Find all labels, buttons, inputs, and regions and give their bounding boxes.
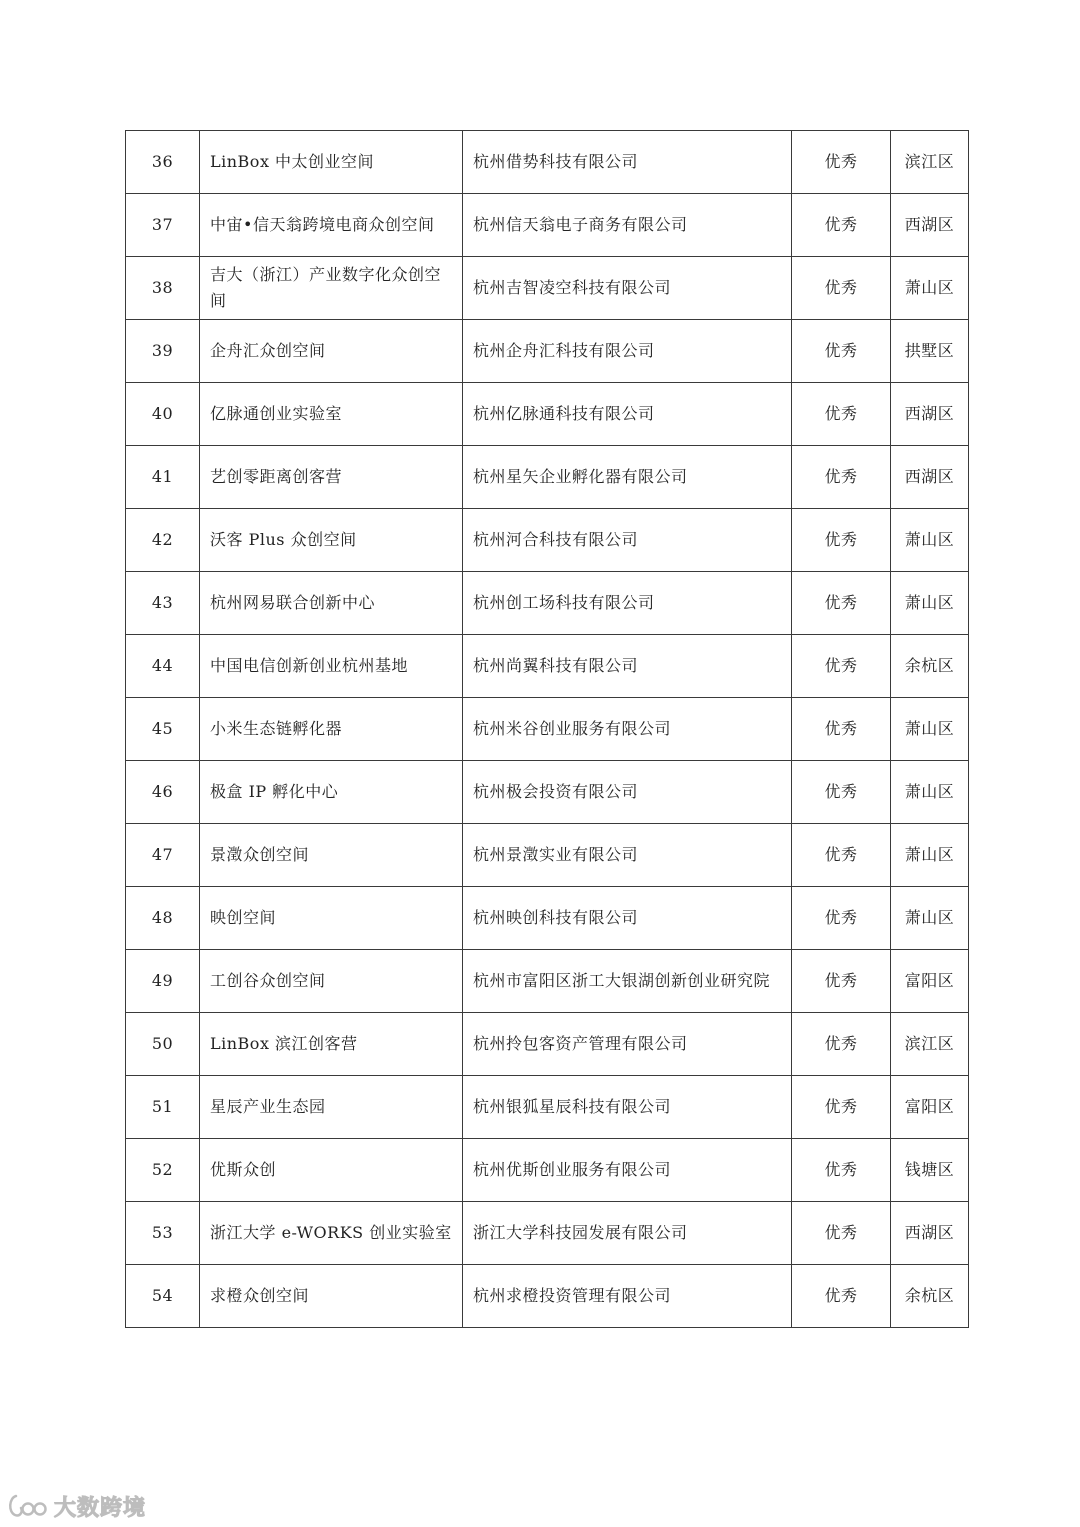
district-cell: 萧山区 — [891, 824, 969, 887]
grade-cell: 优秀 — [792, 1265, 891, 1328]
operator-cell: 杭州尚翼科技有限公司 — [463, 635, 792, 698]
table-row — [126, 1202, 969, 1265]
watermark-text: 大数跨境 — [54, 1495, 147, 1521]
district-cell: 钱塘区 — [891, 1139, 969, 1202]
row-number-cell: 51 — [126, 1076, 200, 1139]
space-name-cell: LinBox 滨江创客营 — [200, 1013, 463, 1076]
watermark-logo-icon — [6, 1492, 50, 1520]
grade-cell: 优秀 — [792, 1013, 891, 1076]
space-name-cell: 杭州网易联合创新中心 — [200, 572, 463, 635]
table-row — [126, 761, 969, 824]
grade-cell: 优秀 — [792, 1139, 891, 1202]
row-number-cell: 42 — [126, 509, 200, 572]
grade-cell: 优秀 — [792, 572, 891, 635]
district-cell: 萧山区 — [891, 887, 969, 950]
district-cell: 西湖区 — [891, 1202, 969, 1265]
space-name-cell: 亿脉通创业实验室 — [200, 383, 463, 446]
row-number-cell: 41 — [126, 446, 200, 509]
grade-cell: 优秀 — [792, 131, 891, 194]
operator-cell: 杭州优斯创业服务有限公司 — [463, 1139, 792, 1202]
grade-cell: 优秀 — [792, 320, 891, 383]
operator-cell: 杭州星矢企业孵化器有限公司 — [463, 446, 792, 509]
district-cell: 萧山区 — [891, 257, 969, 320]
district-cell: 富阳区 — [891, 1076, 969, 1139]
district-cell: 西湖区 — [891, 194, 969, 257]
row-number-cell: 54 — [126, 1265, 200, 1328]
watermark — [6, 1491, 146, 1521]
grade-cell: 优秀 — [792, 950, 891, 1013]
table-row — [126, 194, 969, 257]
table-body — [126, 131, 969, 1328]
row-number-cell: 46 — [126, 761, 200, 824]
grade-cell: 优秀 — [792, 1076, 891, 1139]
row-number-cell: 40 — [126, 383, 200, 446]
operator-cell: 杭州河合科技有限公司 — [463, 509, 792, 572]
district-cell: 拱墅区 — [891, 320, 969, 383]
district-cell: 富阳区 — [891, 950, 969, 1013]
table-row — [126, 257, 969, 320]
table-row — [126, 509, 969, 572]
operator-cell: 杭州求橙投资管理有限公司 — [463, 1265, 792, 1328]
space-name-cell: 沃客 Plus 众创空间 — [200, 509, 463, 572]
operator-cell: 浙江大学科技园发展有限公司 — [463, 1202, 792, 1265]
grade-cell: 优秀 — [792, 824, 891, 887]
table-row — [126, 131, 969, 194]
space-name-cell: 映创空间 — [200, 887, 463, 950]
grade-cell: 优秀 — [792, 635, 891, 698]
district-cell: 余杭区 — [891, 635, 969, 698]
table-row — [126, 1013, 969, 1076]
space-name-cell: 景澂众创空间 — [200, 824, 463, 887]
grade-cell: 优秀 — [792, 446, 891, 509]
district-cell: 萧山区 — [891, 761, 969, 824]
table-row — [126, 1139, 969, 1202]
table-row — [126, 698, 969, 761]
operator-cell: 杭州极会投资有限公司 — [463, 761, 792, 824]
operator-cell: 杭州企舟汇科技有限公司 — [463, 320, 792, 383]
row-number-cell: 37 — [126, 194, 200, 257]
row-number-cell: 36 — [126, 131, 200, 194]
space-name-cell: 浙江大学 e-WORKS 创业实验室 — [200, 1202, 463, 1265]
operator-cell: 杭州信天翁电子商务有限公司 — [463, 194, 792, 257]
district-cell: 西湖区 — [891, 383, 969, 446]
district-cell: 萧山区 — [891, 698, 969, 761]
operator-cell: 杭州映创科技有限公司 — [463, 887, 792, 950]
operator-cell: 杭州拎包客资产管理有限公司 — [463, 1013, 792, 1076]
space-name-cell: LinBox 中太创业空间 — [200, 131, 463, 194]
space-name-cell: 工创谷众创空间 — [200, 950, 463, 1013]
incubator-evaluation-table — [125, 130, 969, 1328]
operator-cell: 杭州景澂实业有限公司 — [463, 824, 792, 887]
grade-cell: 优秀 — [792, 1202, 891, 1265]
grade-cell: 优秀 — [792, 698, 891, 761]
grade-cell: 优秀 — [792, 383, 891, 446]
row-number-cell: 44 — [126, 635, 200, 698]
operator-cell: 杭州创工场科技有限公司 — [463, 572, 792, 635]
row-number-cell: 48 — [126, 887, 200, 950]
space-name-cell: 中宙•信天翁跨境电商众创空间 — [200, 194, 463, 257]
space-name-cell: 吉大（浙江）产业数字化众创空间 — [200, 257, 463, 320]
table-row — [126, 383, 969, 446]
space-name-cell: 中国电信创新创业杭州基地 — [200, 635, 463, 698]
district-cell: 萧山区 — [891, 509, 969, 572]
space-name-cell: 小米生态链孵化器 — [200, 698, 463, 761]
grade-cell: 优秀 — [792, 194, 891, 257]
row-number-cell: 39 — [126, 320, 200, 383]
table-row — [126, 950, 969, 1013]
space-name-cell: 求橙众创空间 — [200, 1265, 463, 1328]
table-row — [126, 572, 969, 635]
row-number-cell: 49 — [126, 950, 200, 1013]
district-cell: 余杭区 — [891, 1265, 969, 1328]
space-name-cell: 企舟汇众创空间 — [200, 320, 463, 383]
row-number-cell: 38 — [126, 257, 200, 320]
table-row — [126, 1265, 969, 1328]
table-row — [126, 824, 969, 887]
operator-cell: 杭州亿脉通科技有限公司 — [463, 383, 792, 446]
row-number-cell: 52 — [126, 1139, 200, 1202]
district-cell: 滨江区 — [891, 1013, 969, 1076]
row-number-cell: 45 — [126, 698, 200, 761]
space-name-cell: 星辰产业生态园 — [200, 1076, 463, 1139]
grade-cell: 优秀 — [792, 257, 891, 320]
row-number-cell: 47 — [126, 824, 200, 887]
table-row — [126, 1076, 969, 1139]
operator-cell: 杭州米谷创业服务有限公司 — [463, 698, 792, 761]
operator-cell: 杭州吉智凌空科技有限公司 — [463, 257, 792, 320]
operator-cell: 杭州借势科技有限公司 — [463, 131, 792, 194]
operator-cell: 杭州银狐星辰科技有限公司 — [463, 1076, 792, 1139]
operator-cell: 杭州市富阳区浙工大银湖创新创业研究院 — [463, 950, 792, 1013]
grade-cell: 优秀 — [792, 509, 891, 572]
row-number-cell: 53 — [126, 1202, 200, 1265]
district-cell: 萧山区 — [891, 572, 969, 635]
table-row — [126, 887, 969, 950]
row-number-cell: 50 — [126, 1013, 200, 1076]
space-name-cell: 优斯众创 — [200, 1139, 463, 1202]
space-name-cell: 极盒 IP 孵化中心 — [200, 761, 463, 824]
table-row — [126, 446, 969, 509]
space-name-cell: 艺创零距离创客营 — [200, 446, 463, 509]
grade-cell: 优秀 — [792, 761, 891, 824]
district-cell: 滨江区 — [891, 131, 969, 194]
grade-cell: 优秀 — [792, 887, 891, 950]
table-row — [126, 320, 969, 383]
row-number-cell: 43 — [126, 572, 200, 635]
table-row — [126, 635, 969, 698]
district-cell: 西湖区 — [891, 446, 969, 509]
